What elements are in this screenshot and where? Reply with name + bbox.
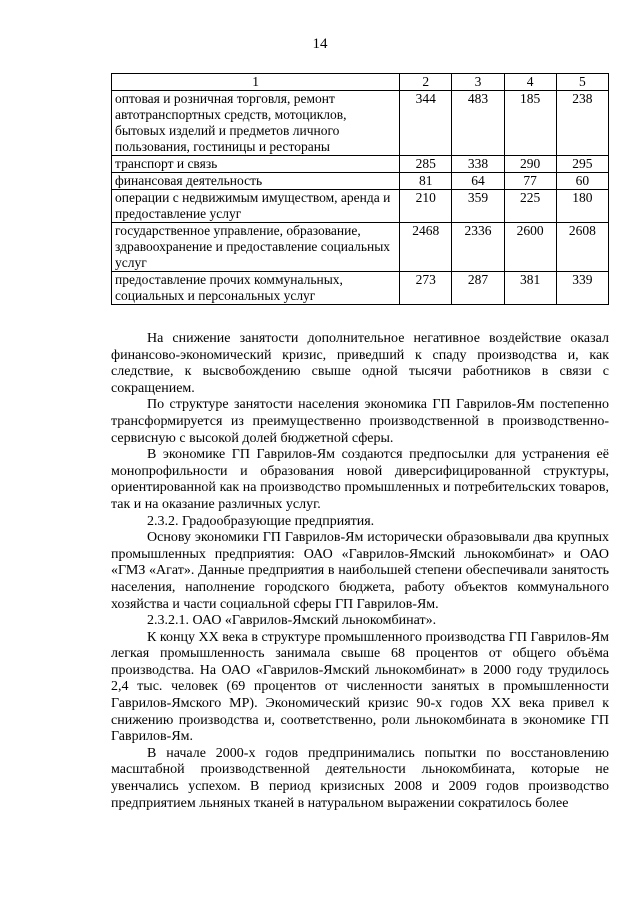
table-cell: 238	[556, 91, 608, 156]
table-row	[112, 223, 609, 272]
table-cell: 2608	[556, 223, 608, 272]
table-row	[112, 173, 609, 190]
table-cell: 483	[452, 91, 504, 156]
table-row	[112, 190, 609, 223]
table-cell: 344	[400, 91, 452, 156]
paragraph: Основу экономики ГП Гаврилов-Ям исторически образовывали два крупных промышленных предприятия: ОАО «Гаврилов-Ямский льнокомбинат» и ОАО «ГМЗ «Агат». Данные предприятия в наибольшей степени обеспечивали занятость населения, наполнение городского бюджета, работу объектов коммунального хозяйства и части социальной сферы ГП Гаврилов-Ям.	[111, 530, 609, 612]
column-header: 2	[400, 74, 452, 91]
paragraph: В начале 2000-х годов предпринимались попытки по восстановлению масштабной производственной деятельности льнокомбината, которые не увенчались успехом. В период кризисных 2008 и 2009 годов производство предприятием льняных тканей в натуральном выражении сократилось более	[111, 745, 609, 811]
table-cell: 290	[504, 156, 556, 173]
table-cell: 210	[400, 190, 452, 223]
table-row	[112, 156, 609, 173]
page-number: 14	[312, 36, 328, 52]
table-cell: 273	[400, 272, 452, 305]
paragraph: К концу XX века в структуре промышленного производства ГП Гаврилов-Ям легкая промышленность занимала свыше 68 процентов от общего объёма производства. На ОАО «Гаврилов-Ямский льнокомбинат» в 2000 году трудилось 2,4 тыс. человек (69 процентов от численности занятых в промышленности Гаврилов-Ямского МР). Экономический кризис 90-х годов XX века привел к снижению производства и, соответственно, роли льнокомбината в экономике ГП Гаврилов-Ям.	[111, 629, 609, 745]
row-label: предоставление прочих коммунальных, социальных и персональных услуг	[112, 272, 400, 305]
body-text	[111, 331, 609, 812]
row-label: оптовая и розничная торговля, ремонт автотранспортных средств, мотоциклов, бытовых изделий и предметов личного пользования, гостиницы и рестораны	[112, 91, 400, 156]
table-cell: 180	[556, 190, 608, 223]
table-header-row	[112, 74, 609, 91]
table-row	[112, 91, 609, 156]
column-header: 1	[112, 74, 400, 91]
table-cell: 185	[504, 91, 556, 156]
employment-table	[111, 73, 609, 305]
table-cell: 287	[452, 272, 504, 305]
paragraph: На снижение занятости дополнительное негативное воздействие оказал финансово-экономический кризис, приведший к спаду производства и, как следствие, к высвобождению свыше одной тысячи работников в связи с сокращением.	[111, 331, 609, 396]
table-cell: 285	[400, 156, 452, 173]
table-cell: 338	[452, 156, 504, 173]
row-label: государственное управление, образование, здравоохранение и предоставление социальных услуг	[112, 223, 400, 272]
table-cell: 77	[504, 173, 556, 190]
section-heading: 2.3.2. Градообразующие предприятия.	[147, 513, 375, 529]
subsection-heading: 2.3.2.1. ОАО «Гаврилов-Ямский льнокомбинат».	[147, 613, 437, 629]
table-row	[112, 272, 609, 305]
table-cell: 225	[504, 190, 556, 223]
table-cell: 81	[400, 173, 452, 190]
table-cell: 339	[556, 272, 608, 305]
paragraph: В экономике ГП Гаврилов-Ям создаются предпосылки для устранения её монопрофильности и образования новой диверсифицированной структуры, ориентированной как на производство промышленных и потребительских товаров, так и на оказание различных услуг.	[111, 447, 609, 512]
column-header: 4	[504, 74, 556, 91]
table-cell: 381	[504, 272, 556, 305]
table-cell: 359	[452, 190, 504, 223]
table-cell: 295	[556, 156, 608, 173]
paragraph: По структуре занятости населения экономика ГП Гаврилов-Ям постепенно трансформируется из преимущественно производственной в производственно-сервисную с высокой долей бюджетной сферы.	[111, 397, 609, 446]
table-cell: 60	[556, 173, 608, 190]
row-label: финансовая деятельность	[112, 173, 400, 190]
table-cell: 2600	[504, 223, 556, 272]
column-header: 3	[452, 74, 504, 91]
column-header: 5	[556, 74, 608, 91]
table-cell: 64	[452, 173, 504, 190]
row-label: транспорт и связь	[112, 156, 400, 173]
table-cell: 2468	[400, 223, 452, 272]
row-label: операции с недвижимым имуществом, аренда и предоставление услуг	[112, 190, 400, 223]
table-cell: 2336	[452, 223, 504, 272]
